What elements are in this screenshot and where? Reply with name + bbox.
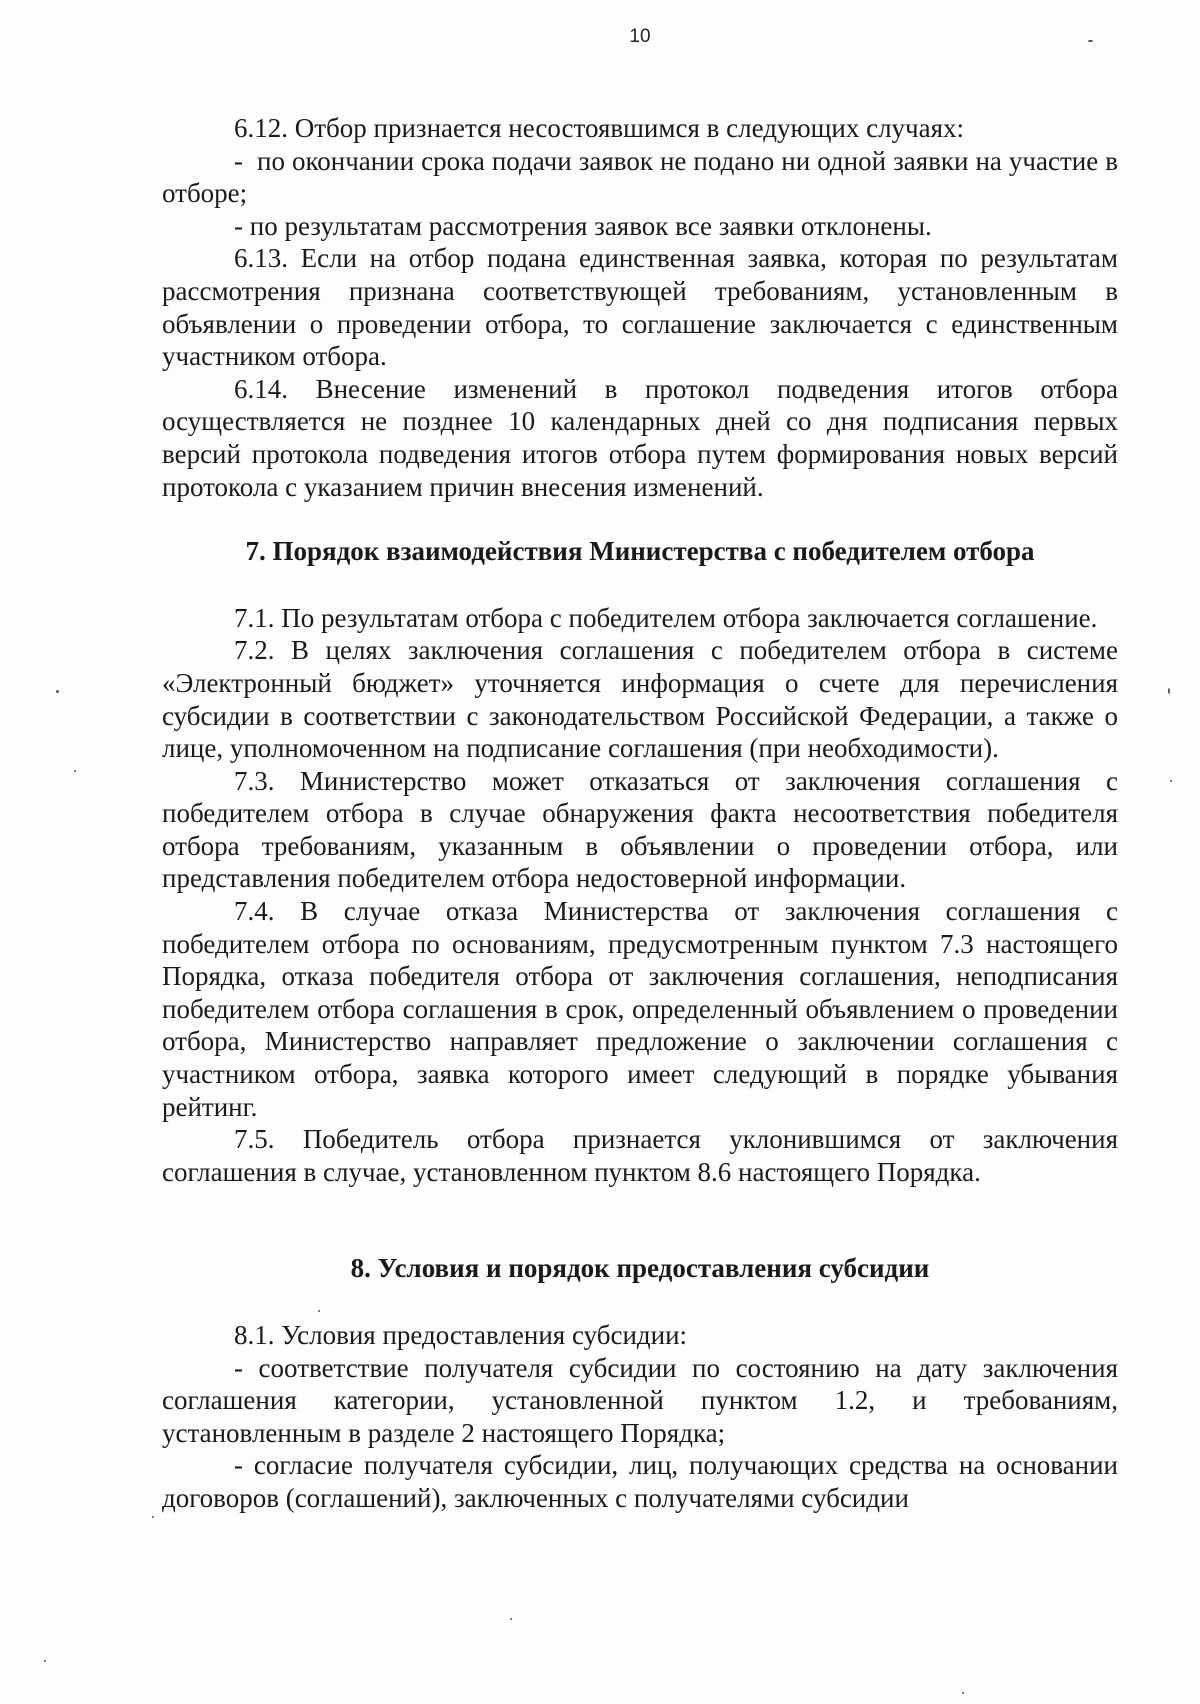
paragraph-7-3: 7.3. Министерство может отказаться от заключения соглашения с победителем отбора в случае обнаружения факта несоответствия победителя отбора требованиям, указанным в объявлении о проведении отбора, или представления победителем отбора недостоверной информации. xyxy=(162,765,1118,894)
section-7-heading: 7. Порядок взаимодействия Министерства с победителем отбора xyxy=(245,536,1035,567)
paragraph-6-12-item-2: - по результатам рассмотрения заявок все заявки отклонены. xyxy=(234,210,932,241)
paragraph-6-12: 6.12. Отбор признается несостоявшимся в следующих случаях: xyxy=(234,113,965,143)
document-body xyxy=(162,112,1118,1515)
paragraph-7-5: 7.5. Победитель отбора признается уклонившимся от заключения соглашения в случае, установленном пунктом 8.6 настоящего Порядка. xyxy=(162,1124,1118,1187)
paragraph-6-13: 6.13. Если на отбор подана единственная заявка, которая по результатам рассмотрения признана соответствующей требованиям, установленным в объявлении о проведении отбора, то соглашение заключается с единственным участником отбора. xyxy=(162,243,1118,372)
paragraph-6-12-item-1: - по окончании срока подачи заявок не подано ни одной заявки на участие в отборе; xyxy=(162,145,1118,209)
scan-speck xyxy=(1088,40,1093,42)
page-number: 10 xyxy=(629,26,651,47)
scan-speck xyxy=(152,1516,154,1518)
scan-speck xyxy=(56,690,59,693)
spacer xyxy=(162,1285,1118,1319)
spacer xyxy=(162,1188,1118,1252)
section-8-heading: 8. Условия и порядок предоставления субсидии xyxy=(350,1253,930,1284)
paragraph-8-1-item-2: - согласие получателя субсидии, лиц, получающих средства на основании договоров (соглашений), заключенных с получателями субсидии xyxy=(162,1450,1118,1513)
paragraph-7-4: 7.4. В случае отказа Министерства от заключения соглашения с победителем отбора по основаниям, предусмотренным пунктом 7.3 настоящего Порядка, отказа победителя отбора от заключения соглашения, неподписания победителем отбора соглашения в срок, определенный объявлением о проведении отбора, Министерство направляет предложение о заключении соглашения с участником отбора, заявка которого имеет следующий в порядке убывания рейтинг. xyxy=(162,896,1118,1122)
scan-speck xyxy=(962,1692,964,1694)
paragraph-6-14: 6.14. Внесение изменений в протокол подведения итогов отбора осуществляется не позднее 10 календарных дней со дня подписания первых версий протокола подведения итогов отбора путем формирования новых версий протокола с указанием причин внесения изменений. xyxy=(162,373,1118,502)
paragraph-8-1-item-1: - соответствие получателя субсидии по состоянию на дату заключения соглашения категории, установленной пунктом 1.2, и требованиям, установленным в разделе 2 настоящего Порядка; xyxy=(162,1352,1118,1448)
spacer xyxy=(162,568,1118,602)
scan-speck xyxy=(1170,780,1172,782)
paragraph-8-1: 8.1. Условия предоставления субсидии: xyxy=(234,1320,688,1350)
scan-speck xyxy=(1168,688,1170,694)
scan-speck xyxy=(510,1618,512,1620)
scan-speck xyxy=(44,1660,46,1662)
paragraph-7-2: 7.2. В целях заключения соглашения с победителем отбора в системе «Электронный бюджет» уточняется информация о счете для перечисления субсидии в соответствии с законодательством Российской Федерации, а также о лице, уполномоченном на подписание соглашения (при необходимости). xyxy=(162,635,1118,764)
paragraph-7-1: 7.1. По результатам отбора с победителем отбора заключается соглашение. xyxy=(234,602,1098,633)
spacer xyxy=(162,503,1118,535)
scan-speck xyxy=(318,1310,320,1312)
scan-speck xyxy=(74,770,76,772)
